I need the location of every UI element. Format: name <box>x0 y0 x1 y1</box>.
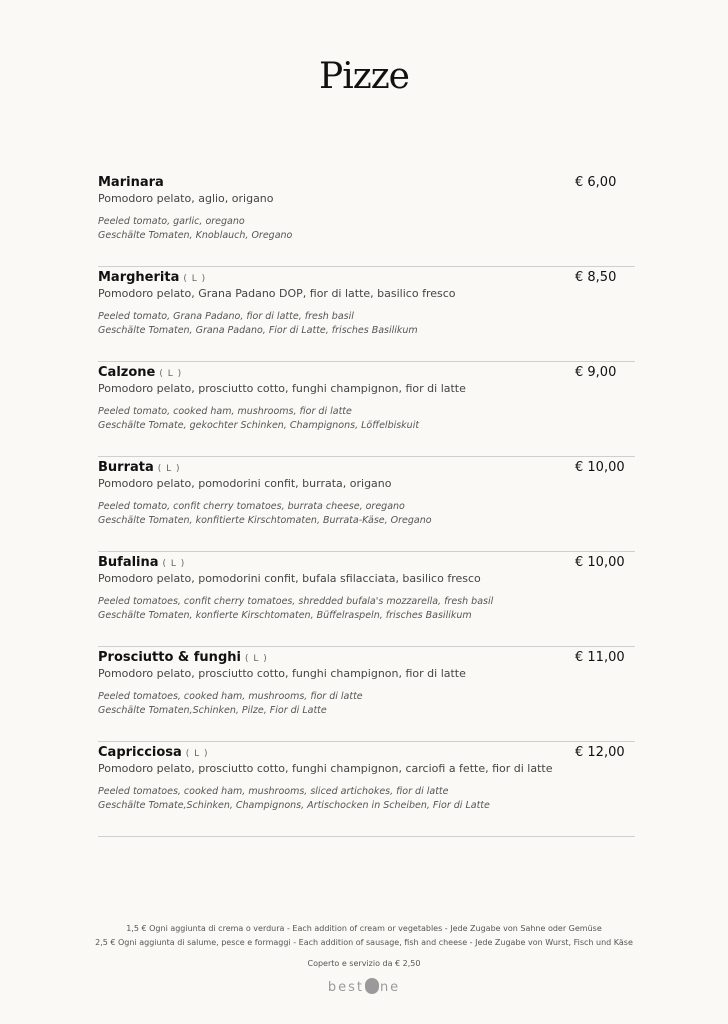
item-tag: ( L ) <box>183 274 207 284</box>
item-name: Bufalina ( L ) <box>98 555 186 570</box>
item-price: € 11,00 <box>575 650 625 665</box>
menu-item <box>98 362 635 457</box>
item-name: Capricciosa ( L ) <box>98 745 209 760</box>
item-ingredients-de: Geschälte Tomaten,Schinken, Pilze, Fior di Latte <box>98 705 327 716</box>
item-ingredients-de: Geschälte Tomaten, konfitierte Kirschtomaten, Burrata-Käse, Oregano <box>98 515 432 526</box>
item-ingredients-it: Pomodoro pelato, Grana Padano DOP, fior di latte, basilico fresco <box>98 287 456 300</box>
menu-item <box>98 267 635 362</box>
item-price: € 10,00 <box>575 555 625 570</box>
footer-note-sausage-fish: 2,5 € Ogni aggiunta di salume, pesce e formaggi - Each addition of sausage, fish and cheese - Jede Zugabe von Wurst, Fisch und Käse <box>95 938 633 947</box>
item-ingredients-en: Peeled tomatoes, confit cherry tomatoes, shredded bufala's mozzarella, fresh basil <box>98 596 494 607</box>
item-ingredients-en: Peeled tomato, confit cherry tomatoes, burrata cheese, oregano <box>98 501 405 512</box>
item-ingredients-de: Geschälte Tomaten, Grana Padano, Fior di Latte, frisches Basilikum <box>98 325 418 336</box>
divider <box>98 836 635 837</box>
item-price: € 9,00 <box>575 365 617 380</box>
menu-item <box>98 457 635 552</box>
footer-note-cream-veg: 1,5 € Ogni aggiunta di crema o verdura - Each addition of cream or vegetables - Jede Zugabe von Sahne oder Gemüse <box>126 924 602 933</box>
item-ingredients-it: Pomodoro pelato, prosciutto cotto, funghi champignon, carciofi a fette, fior di latte <box>98 762 553 775</box>
bestone-logo: best ne <box>327 980 401 995</box>
item-tag: ( L ) <box>159 369 183 379</box>
item-name: Calzone ( L ) <box>98 365 183 380</box>
footer-coperto: Coperto e servizio da € 2,50 <box>307 959 421 968</box>
logo-o-mark <box>365 978 379 994</box>
menu-item <box>98 172 635 267</box>
item-price: € 10,00 <box>575 460 625 475</box>
item-ingredients-en: Peeled tomato, cooked ham, mushrooms, fior di latte <box>98 406 352 417</box>
item-ingredients-de: Geschälte Tomate, gekochter Schinken, Champignons, Löffelbiskuit <box>98 420 420 431</box>
item-ingredients-en: Peeled tomatoes, cooked ham, mushrooms, fior di latte <box>98 691 363 702</box>
item-price: € 12,00 <box>575 745 625 760</box>
item-ingredients-de: Geschälte Tomaten, Knoblauch, Oregano <box>98 230 293 241</box>
item-ingredients-it: Pomodoro pelato, prosciutto cotto, funghi champignon, fior di latte <box>98 667 466 680</box>
item-ingredients-de: Geschälte Tomate,Schinken, Champignons, Artischocken in Scheiben, Fior di Latte <box>98 800 490 811</box>
page-title: Pizze <box>319 56 409 97</box>
menu-item <box>98 552 635 647</box>
item-tag: ( L ) <box>244 654 268 664</box>
item-tag: ( L ) <box>157 464 181 474</box>
item-ingredients-en: Peeled tomato, Grana Padano, fior di latte, fresh basil <box>98 311 354 322</box>
menu-list <box>98 172 635 837</box>
item-ingredients-it: Pomodoro pelato, pomodorini confit, burrata, origano <box>98 477 392 490</box>
item-name: Margherita ( L ) <box>98 270 207 285</box>
item-ingredients-it: Pomodoro pelato, aglio, origano <box>98 192 274 205</box>
menu-item <box>98 742 635 837</box>
item-ingredients-it: Pomodoro pelato, prosciutto cotto, funghi champignon, fior di latte <box>98 382 466 395</box>
item-name: Prosciutto & funghi ( L ) <box>98 650 268 665</box>
item-tag: ( L ) <box>185 749 209 759</box>
item-price: € 8,50 <box>575 270 617 285</box>
item-price: € 6,00 <box>575 175 617 190</box>
item-name: Marinara <box>98 175 164 190</box>
menu-item <box>98 647 635 742</box>
item-ingredients-de: Geschälte Tomaten, konfierte Kirschtomaten, Büffelraspeln, frisches Basilikum <box>98 610 472 621</box>
item-ingredients-en: Peeled tomatoes, cooked ham, mushrooms, sliced artichokes, fior di latte <box>98 786 449 797</box>
item-tag: ( L ) <box>162 559 186 569</box>
item-ingredients-en: Peeled tomato, garlic, oregano <box>98 216 245 227</box>
item-ingredients-it: Pomodoro pelato, pomodorini confit, bufala sfilacciata, basilico fresco <box>98 572 481 585</box>
item-name: Burrata ( L ) <box>98 460 181 475</box>
